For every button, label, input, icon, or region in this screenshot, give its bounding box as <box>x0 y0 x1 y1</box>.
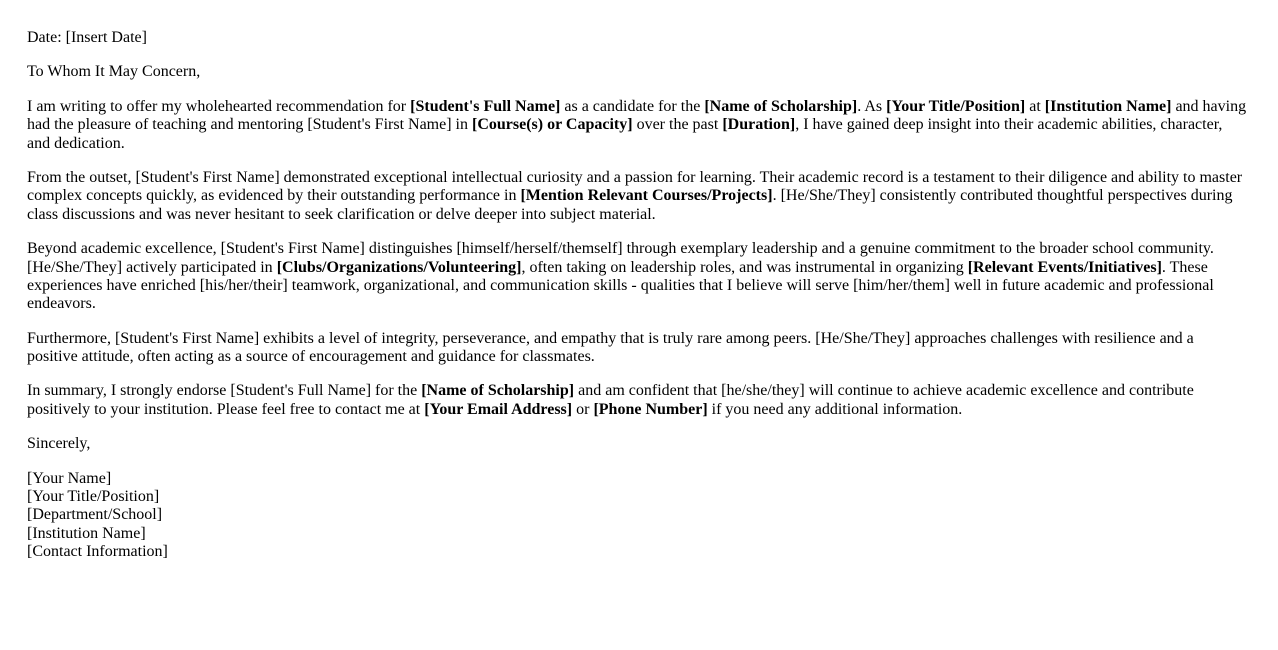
signature-line: [Your Name] <box>27 469 112 487</box>
signature-line: [Institution Name] <box>27 524 146 542</box>
paragraph: Furthermore, [Student's First Name] exhibits a level of integrity, perseverance, and empathy that is truly rare among peers. [He/She/They] approaches challenges with resilience and a positive attitude, often acting as a source of encouragement and guidance for classmates. <box>27 329 1194 366</box>
paragraph: I am writing to offer my wholehearted recommendation for [Student's Full Name] as a candidate for the [Name of Scholarship]. As [Your Title/Position] at [Institution Name] and having had the pleasure of teaching and mentoring [Student's First Name] in [Course(s) or Capacity] over the past [Duration], I have gained deep insight into their academic abilities, character, and dedication. <box>27 97 1247 152</box>
signature-line: [Your Title/Position] <box>27 488 160 506</box>
paragraph: Beyond academic excellence, [Student's First Name] distinguishes [himself/herself/themself] through exemplary leadership and a genuine commitment to the broader school community. [He/She/They] actively participated in [Clubs/Organizations/Volunteering], often taking on leadership roles, and was instrumental in organizing [Relevant Events/Initiatives]. These experiences have enriched [his/her/their] teamwork, organizational, and communication skills - qualities that I believe will serve [him/her/them] well in future academic and professional endeavors. <box>27 240 1214 313</box>
letter-body <box>27 98 1248 419</box>
signature-line: [Department/School] <box>27 506 163 524</box>
paragraph: In summary, I strongly endorse [Student's Full Name] for the [Name of Scholarship] and am confident that [he/she/they] will continue to achieve academic excellence and contribute positively to your institution. Please feel free to contact me at [Your Email Address] or [Phone Number] if you need any additional information. <box>27 382 1194 418</box>
closing: Sincerely, <box>27 435 91 453</box>
salutation: To Whom It May Concern, <box>27 63 201 81</box>
signature-line: [Contact Information] <box>27 543 168 561</box>
date-line: Date: [Insert Date] <box>27 29 147 46</box>
signature-block <box>27 470 1248 562</box>
paragraph: From the outset, [Student's First Name] demonstrated exceptional intellectual curiosity and a passion for learning. Their academic record is a testament to their diligence and ability to master complex concepts quickly, as evidenced by their outstanding performance in [Mention Relevant Courses/Projects]. [He/She/They] consistently contributed thoughtful perspectives during class discussions and was never hesitant to seek clarification or delve deeper into subject material. <box>27 168 1243 223</box>
